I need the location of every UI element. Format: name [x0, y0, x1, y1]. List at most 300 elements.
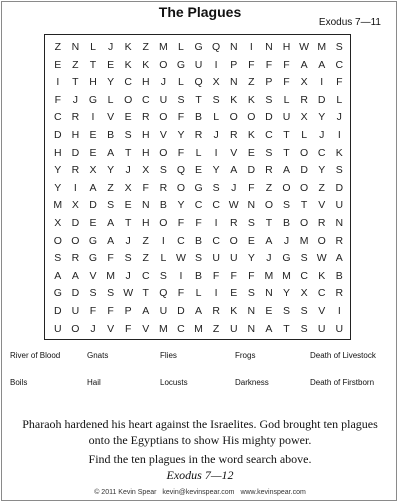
grid-letter[interactable]: B: [107, 129, 115, 141]
grid-letter[interactable]: N: [71, 41, 80, 53]
grid-letter[interactable]: Y: [318, 164, 326, 177]
grid-letter[interactable]: I: [214, 146, 218, 159]
grid-letter[interactable]: U: [212, 252, 220, 265]
grid-letter[interactable]: V: [142, 322, 150, 335]
grid-letter[interactable]: Y: [318, 111, 326, 124]
grid-letter[interactable]: J: [319, 129, 325, 141]
grid-letter[interactable]: C: [141, 93, 150, 106]
grid-letter[interactable]: B: [335, 269, 343, 282]
grid-letter[interactable]: S: [247, 287, 255, 300]
grid-letter[interactable]: T: [195, 93, 202, 106]
grid-letter[interactable]: B: [159, 199, 167, 212]
grid-letter[interactable]: T: [265, 217, 273, 229]
grid-letter[interactable]: C: [212, 234, 220, 247]
grid-letter[interactable]: F: [283, 76, 290, 89]
grid-letter[interactable]: H: [54, 146, 62, 159]
grid-letter[interactable]: M: [158, 41, 168, 53]
grid-letter[interactable]: C: [141, 269, 150, 282]
grid-letter[interactable]: S: [300, 322, 308, 335]
grid-letter[interactable]: K: [230, 305, 238, 317]
grid-letter[interactable]: J: [107, 41, 114, 53]
grid-letter[interactable]: A: [283, 164, 291, 177]
grid-letter[interactable]: Q: [176, 164, 186, 177]
grid-letter[interactable]: R: [300, 93, 308, 106]
word-darkness: Darkness: [235, 378, 269, 387]
grid-letter[interactable]: F: [212, 269, 220, 282]
grid-letter[interactable]: G: [88, 234, 98, 247]
grid-letter[interactable]: R: [194, 129, 203, 141]
grid-letter[interactable]: C: [317, 146, 326, 159]
grid-letter[interactable]: U: [335, 322, 344, 335]
grid-letter[interactable]: A: [107, 146, 115, 159]
grid-letter[interactable]: K: [124, 41, 132, 53]
grid-letter[interactable]: N: [229, 41, 238, 53]
grid-letter[interactable]: G: [88, 93, 98, 106]
word-boils: Boils: [10, 378, 28, 387]
grid-letter[interactable]: A: [54, 269, 62, 282]
grid-letter[interactable]: S: [212, 93, 220, 106]
grid-letter[interactable]: X: [89, 164, 97, 177]
grid-letter[interactable]: L: [195, 146, 202, 159]
grid-letter[interactable]: U: [159, 305, 168, 317]
grid-letter[interactable]: V: [107, 322, 115, 335]
grid-letter[interactable]: O: [229, 111, 238, 124]
grid-letter[interactable]: A: [265, 234, 273, 247]
grid-letter[interactable]: I: [161, 234, 165, 247]
grid-letter[interactable]: C: [300, 269, 308, 282]
grid-letter[interactable]: E: [89, 217, 97, 229]
grid-letter[interactable]: U: [229, 322, 238, 335]
grid-letter[interactable]: S: [212, 181, 220, 194]
grid-letter[interactable]: E: [247, 146, 255, 159]
grid-letter[interactable]: H: [141, 129, 150, 141]
grid-letter[interactable]: M: [158, 322, 168, 335]
grid-letter[interactable]: I: [214, 217, 218, 229]
grid-letter[interactable]: O: [53, 234, 62, 247]
grid-letter[interactable]: R: [317, 217, 326, 229]
grid-letter[interactable]: D: [71, 217, 80, 229]
grid-letter[interactable]: R: [229, 129, 238, 141]
grid-letter[interactable]: Q: [212, 41, 221, 53]
grid-letter[interactable]: U: [194, 58, 203, 71]
grid-letter[interactable]: D: [317, 93, 326, 106]
grid-letter[interactable]: J: [160, 76, 166, 89]
grid-letter[interactable]: R: [265, 164, 273, 177]
grid-letter[interactable]: I: [337, 129, 341, 141]
grid-letter[interactable]: I: [214, 58, 218, 71]
grid-letter[interactable]: H: [141, 76, 150, 89]
description-line-2: onto the Egyptians to show His mighty power.: [88, 433, 312, 447]
grid-letter[interactable]: Z: [248, 76, 255, 89]
grid-letter[interactable]: F: [107, 252, 114, 265]
grid-letter[interactable]: F: [265, 58, 273, 71]
grid-letter[interactable]: J: [213, 129, 219, 141]
grid-letter[interactable]: E: [54, 58, 62, 71]
grid-letter[interactable]: O: [300, 181, 309, 194]
grid-letter[interactable]: I: [56, 76, 60, 89]
grid-letter[interactable]: S: [124, 252, 132, 265]
grid-letter[interactable]: O: [176, 181, 186, 194]
grid-letter[interactable]: L: [178, 41, 184, 53]
grid-letter[interactable]: O: [159, 111, 168, 124]
grid-letter[interactable]: Z: [142, 234, 149, 247]
grid-letter[interactable]: V: [318, 305, 326, 317]
grid-letter[interactable]: O: [71, 234, 80, 247]
grid-letter[interactable]: I: [249, 41, 253, 53]
grid-letter[interactable]: A: [265, 322, 273, 335]
grid-letter[interactable]: S: [335, 41, 343, 53]
grid-letter[interactable]: S: [300, 252, 308, 265]
grid-letter[interactable]: O: [71, 322, 80, 335]
grid-letter[interactable]: F: [248, 181, 255, 194]
grid-letter[interactable]: J: [90, 322, 96, 335]
grid-letter[interactable]: O: [159, 146, 168, 159]
grid-letter[interactable]: S: [195, 252, 203, 265]
grid-letter[interactable]: O: [124, 93, 133, 106]
grid-letter[interactable]: J: [72, 93, 79, 106]
grid-letter[interactable]: S: [89, 287, 97, 300]
grid-letter[interactable]: S: [265, 146, 273, 159]
grid-letter[interactable]: G: [282, 252, 291, 265]
grid-letter[interactable]: S: [54, 252, 62, 265]
grid-letter[interactable]: J: [125, 164, 131, 177]
grid-letter[interactable]: I: [214, 287, 218, 300]
grid-letter[interactable]: F: [124, 322, 132, 335]
grid-letter[interactable]: I: [179, 269, 183, 282]
grid-letter[interactable]: N: [265, 41, 273, 53]
grid-letter[interactable]: C: [124, 76, 132, 89]
grid-letter[interactable]: P: [265, 76, 273, 89]
grid-letter[interactable]: S: [159, 164, 167, 177]
grid-letter[interactable]: E: [230, 287, 238, 300]
grid-letter[interactable]: N: [247, 305, 256, 317]
grid-letter[interactable]: W: [299, 41, 310, 53]
grid-letter[interactable]: I: [91, 111, 95, 124]
grid-letter[interactable]: F: [54, 93, 61, 106]
grid-letter[interactable]: L: [336, 93, 343, 106]
grid-letter[interactable]: L: [301, 129, 308, 141]
grid-letter[interactable]: H: [89, 76, 97, 89]
grid-letter[interactable]: W: [228, 199, 239, 212]
grid-letter[interactable]: M: [264, 269, 274, 282]
word-death-of-livestock: Death of Livestock: [310, 351, 376, 360]
grid-letter[interactable]: T: [89, 58, 97, 71]
grid-letter[interactable]: V: [230, 146, 238, 159]
grid-letter[interactable]: G: [88, 252, 98, 265]
grid-letter[interactable]: V: [89, 269, 97, 282]
grid-letter[interactable]: K: [142, 58, 150, 71]
grid-letter[interactable]: C: [317, 287, 326, 300]
grid-letter[interactable]: X: [300, 287, 308, 300]
grid-letter[interactable]: Q: [159, 287, 168, 300]
grid-letter[interactable]: I: [320, 76, 324, 89]
grid-letter[interactable]: C: [177, 322, 185, 335]
grid-letter[interactable]: D: [54, 305, 62, 317]
grid-letter[interactable]: T: [142, 287, 149, 300]
grid-letter[interactable]: D: [177, 305, 185, 317]
grid-letter[interactable]: T: [283, 129, 290, 141]
grid-letter[interactable]: U: [282, 111, 291, 124]
grid-letter[interactable]: X: [300, 111, 308, 124]
grid-letter[interactable]: A: [230, 164, 238, 177]
grid-letter[interactable]: B: [283, 217, 291, 229]
grid-letter[interactable]: S: [159, 269, 167, 282]
grid-letter[interactable]: T: [283, 146, 290, 159]
grid-letter[interactable]: Z: [318, 181, 325, 194]
grid-letter[interactable]: F: [336, 76, 343, 89]
grid-letter[interactable]: U: [317, 322, 326, 335]
grid-letter[interactable]: M: [53, 199, 63, 212]
grid-letter[interactable]: L: [160, 252, 167, 265]
grid-letter[interactable]: A: [300, 58, 308, 71]
grid-letter[interactable]: W: [175, 252, 186, 265]
grid-letter[interactable]: T: [124, 217, 132, 229]
grid-letter[interactable]: Z: [142, 41, 149, 53]
grid-letter[interactable]: M: [282, 269, 291, 282]
grid-letter[interactable]: S: [107, 199, 115, 212]
grid-letter[interactable]: I: [73, 181, 77, 194]
grid-letter[interactable]: R: [229, 217, 238, 229]
grid-letter[interactable]: P: [124, 305, 132, 317]
grid-letter[interactable]: U: [229, 252, 238, 265]
grid-letter[interactable]: O: [159, 58, 168, 71]
grid-letter[interactable]: Y: [283, 287, 291, 300]
grid-letter[interactable]: G: [194, 181, 203, 194]
grid-letter[interactable]: U: [71, 305, 80, 317]
word-hail: Hail: [87, 378, 101, 387]
grid-letter[interactable]: J: [336, 111, 342, 124]
grid-letter[interactable]: F: [177, 217, 185, 229]
grid-letter[interactable]: E: [195, 164, 203, 177]
grid-letter[interactable]: L: [178, 76, 184, 89]
grid-letter[interactable]: H: [141, 217, 150, 229]
grid-letter[interactable]: V: [107, 111, 115, 124]
grid-row: [49, 321, 348, 340]
grid-letter[interactable]: N: [141, 199, 150, 212]
grid-letter[interactable]: B: [195, 111, 203, 124]
grid-letter[interactable]: L: [213, 111, 220, 124]
grid-letter[interactable]: C: [194, 199, 203, 212]
grid-letter[interactable]: E: [265, 305, 273, 317]
grid-letter[interactable]: R: [71, 111, 80, 124]
grid-letter[interactable]: E: [107, 58, 115, 71]
grid-letter[interactable]: M: [299, 234, 309, 247]
grid-row: [49, 268, 348, 287]
grid-letter[interactable]: E: [89, 129, 97, 141]
grid-letter[interactable]: A: [107, 217, 115, 229]
grid-letter[interactable]: K: [247, 129, 255, 141]
grid-letter[interactable]: K: [318, 269, 326, 282]
grid-letter[interactable]: F: [177, 146, 185, 159]
grid-letter[interactable]: Y: [54, 181, 62, 194]
grid-letter[interactable]: N: [265, 287, 273, 300]
grid-letter[interactable]: A: [71, 269, 79, 282]
grid-letter[interactable]: V: [318, 199, 326, 212]
grid-letter[interactable]: Y: [212, 164, 220, 177]
grid-letter[interactable]: W: [123, 287, 134, 300]
grid-letter[interactable]: K: [124, 58, 132, 71]
footer-email[interactable]: kevin@kevinspear.com: [162, 489, 235, 496]
grid-letter[interactable]: D: [300, 164, 308, 177]
grid-row: [49, 180, 348, 199]
grid-letter[interactable]: E: [124, 199, 132, 212]
grid-letter[interactable]: B: [195, 269, 203, 282]
grid-letter[interactable]: C: [177, 234, 185, 247]
grid-letter[interactable]: F: [177, 111, 185, 124]
grid-letter[interactable]: N: [229, 76, 238, 89]
grid-letter[interactable]: X: [300, 76, 308, 89]
grid-letter[interactable]: G: [194, 41, 203, 53]
grid-letter[interactable]: D: [89, 199, 97, 212]
grid-letter[interactable]: X: [124, 181, 132, 194]
grid-letter[interactable]: S: [335, 164, 343, 177]
grid-letter[interactable]: I: [337, 305, 341, 317]
grid-letter[interactable]: M: [194, 322, 203, 335]
grid-letter[interactable]: Y: [54, 164, 62, 177]
grid-letter[interactable]: T: [72, 76, 79, 89]
grid-letter[interactable]: F: [89, 305, 97, 317]
grid-letter[interactable]: O: [300, 146, 309, 159]
grid-letter[interactable]: O: [317, 234, 326, 247]
grid-letter[interactable]: Y: [107, 76, 115, 89]
grid-letter[interactable]: A: [195, 305, 203, 317]
grid-letter[interactable]: E: [89, 146, 97, 159]
grid-letter[interactable]: N: [247, 322, 256, 335]
grid-letter[interactable]: F: [107, 305, 114, 317]
grid-letter[interactable]: E: [247, 234, 255, 247]
grid-letter[interactable]: S: [124, 129, 132, 141]
grid-letter[interactable]: C: [212, 199, 220, 212]
grid-letter[interactable]: T: [300, 199, 308, 212]
grid-letter[interactable]: A: [318, 58, 326, 71]
grid-letter[interactable]: A: [335, 252, 343, 265]
grid-letter[interactable]: H: [71, 129, 80, 141]
grid-letter[interactable]: F: [177, 287, 185, 300]
grid-letter[interactable]: F: [248, 58, 255, 71]
grid-letter[interactable]: Z: [265, 181, 273, 194]
grid-letter[interactable]: W: [316, 252, 327, 265]
grid-letter[interactable]: R: [335, 234, 344, 247]
grid-letter[interactable]: O: [159, 217, 168, 229]
grid-letter[interactable]: F: [230, 269, 237, 282]
grid-letter[interactable]: O: [247, 111, 256, 124]
grid-letter[interactable]: L: [107, 93, 114, 106]
grid-letter[interactable]: Q: [194, 76, 203, 89]
grid-letter[interactable]: O: [229, 234, 238, 247]
grid-letter[interactable]: J: [125, 234, 131, 247]
grid-letter[interactable]: J: [231, 181, 237, 194]
grid-letter[interactable]: R: [141, 111, 150, 124]
grid-letter[interactable]: S: [247, 217, 255, 229]
grid-letter[interactable]: K: [230, 93, 238, 106]
grid-letter[interactable]: N: [335, 217, 344, 229]
grid-letter[interactable]: O: [300, 217, 309, 229]
grid-letter[interactable]: H: [282, 41, 291, 53]
grid-letter[interactable]: J: [283, 234, 290, 247]
grid-letter[interactable]: N: [247, 199, 256, 212]
grid-letter[interactable]: Z: [107, 181, 114, 194]
grid-letter[interactable]: G: [53, 287, 62, 300]
grid-letter[interactable]: K: [247, 93, 255, 106]
grid-letter[interactable]: Y: [177, 129, 185, 141]
grid-letter[interactable]: U: [54, 322, 62, 335]
grid-letter[interactable]: J: [125, 269, 131, 282]
grid-letter[interactable]: S: [283, 199, 291, 212]
grid-letter[interactable]: O: [282, 181, 291, 194]
grid-letter[interactable]: H: [141, 146, 150, 159]
grid-letter[interactable]: A: [107, 234, 115, 247]
grid-letter[interactable]: D: [265, 111, 273, 124]
grid-letter[interactable]: A: [142, 305, 150, 317]
grid-letter[interactable]: D: [71, 146, 80, 159]
grid-letter[interactable]: F: [283, 58, 290, 71]
grid-letter[interactable]: F: [142, 181, 149, 194]
grid-letter[interactable]: K: [335, 146, 343, 159]
grid-letter[interactable]: Z: [212, 322, 220, 335]
grid-letter[interactable]: P: [230, 58, 238, 71]
grid-letter[interactable]: J: [266, 252, 272, 265]
grid-letter[interactable]: L: [195, 287, 202, 300]
grid-letter[interactable]: B: [195, 234, 203, 247]
grid-letter[interactable]: M: [317, 41, 327, 53]
grid-letter[interactable]: Z: [142, 252, 149, 265]
grid-letter[interactable]: F: [195, 217, 202, 229]
grid-letter[interactable]: C: [265, 129, 273, 141]
grid-letter[interactable]: C: [335, 58, 344, 71]
grid-letter[interactable]: T: [124, 146, 132, 159]
grid-letter[interactable]: O: [264, 199, 273, 212]
grid-letter[interactable]: D: [71, 287, 80, 300]
grid-letter[interactable]: R: [335, 287, 344, 300]
grid-letter[interactable]: F: [248, 269, 255, 282]
grid-letter[interactable]: Y: [247, 252, 255, 265]
grid-letter[interactable]: Y: [107, 164, 115, 177]
grid-letter[interactable]: M: [106, 269, 115, 282]
grid-letter[interactable]: V: [159, 129, 167, 141]
grid-letter[interactable]: C: [54, 111, 62, 124]
grid-letter[interactable]: U: [335, 199, 344, 212]
grid-letter[interactable]: S: [177, 93, 185, 106]
grid-letter[interactable]: L: [90, 41, 96, 53]
grid-letter[interactable]: S: [107, 287, 115, 300]
grid-letter[interactable]: Z: [72, 58, 79, 71]
footer-website[interactable]: www.kevinspear.com: [240, 489, 306, 496]
grid-letter[interactable]: X: [212, 76, 220, 89]
grid-letter[interactable]: X: [54, 217, 62, 229]
grid-letter[interactable]: R: [71, 252, 80, 265]
grid-letter[interactable]: R: [212, 305, 220, 317]
grid-letter[interactable]: Y: [177, 199, 185, 212]
grid-letter[interactable]: L: [283, 93, 290, 106]
grid-letter[interactable]: D: [54, 129, 62, 141]
scripture-reference: Exodus 7—12: [166, 468, 234, 482]
grid-letter[interactable]: D: [335, 181, 344, 194]
grid-letter[interactable]: D: [247, 164, 256, 177]
grid-letter[interactable]: A: [89, 181, 97, 194]
grid-letter[interactable]: R: [71, 164, 80, 177]
grid-letter[interactable]: S: [300, 305, 308, 317]
grid-letter[interactable]: Z: [54, 41, 61, 53]
grid-letter[interactable]: E: [124, 111, 132, 124]
grid-letter[interactable]: T: [283, 322, 290, 335]
grid-letter[interactable]: X: [71, 199, 79, 212]
grid-letter[interactable]: X: [142, 164, 150, 177]
grid-letter[interactable]: R: [159, 181, 168, 194]
grid-letter[interactable]: U: [159, 93, 168, 106]
grid-letter[interactable]: S: [265, 93, 273, 106]
grid-letter[interactable]: G: [176, 58, 186, 71]
grid-letter[interactable]: S: [283, 305, 291, 317]
